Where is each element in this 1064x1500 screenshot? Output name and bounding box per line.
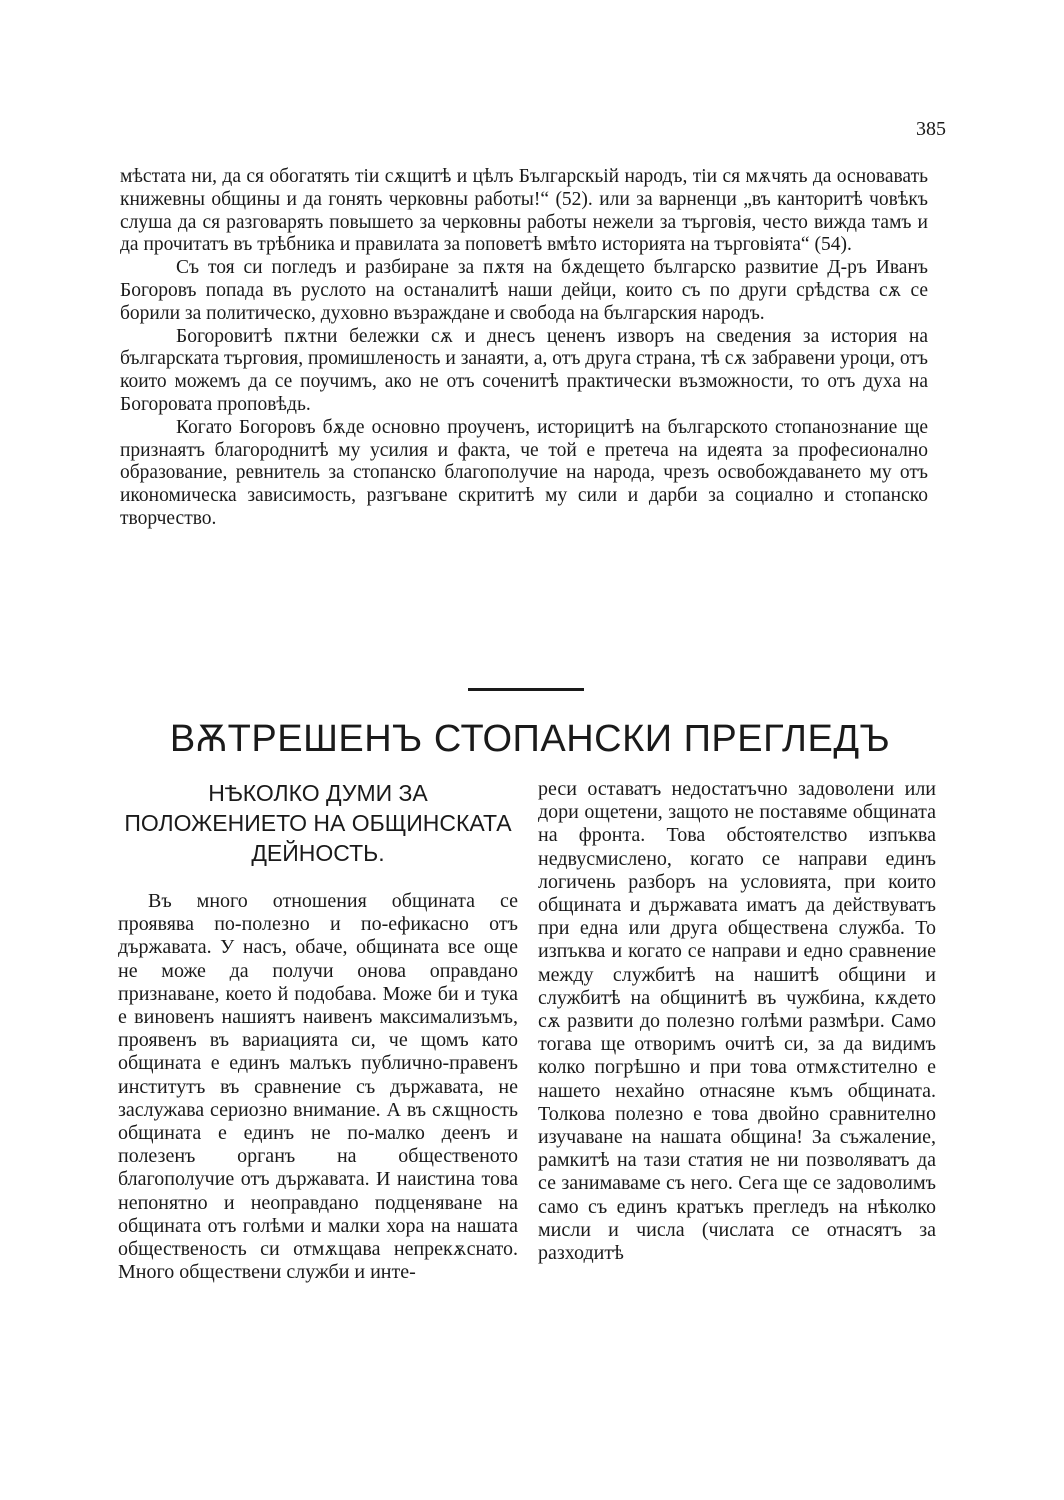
- paragraph: мѣстата ни, да ся обогатять тіи сѫщитѣ и цѣлъ Българскьій народъ, тіи ся мѫчять да основавать книжевны общины и да гонять черковны работы!“ (52). или за варненци „въ канторитѣ човѣкъ слуша да ся разговарять повышето за черковны работы нежели за търговія, често вижда тамъ и да прочитатъ въ трѣбника и правилата за поповетѣ вмѣто историята на търговіята“ (54).: [120, 166, 928, 256]
- section-title: ВѪТРЕШЕНЪ СТОПАНСКИ ПРЕГЛЕДЪ: [169, 718, 891, 760]
- top-article-continuation: [120, 166, 928, 531]
- paragraph: Богоровитѣ пѫтни бележки сѫ и днесъ цененъ изворъ на сведения за история на българската търговия, промишленость и занаяти, а, отъ друга страна, тѣ сѫ забравени уроци, отъ които можемъ да се поучимъ, ако не отъ соченитѣ практически възможности, то отъ духа на Богоровата проповѣдь.: [120, 325, 928, 415]
- right-column: [538, 778, 936, 1265]
- paragraph: Когато Богоровъ бѫде основно проученъ, историцитѣ на българското стопанознание ще признаятъ благороднитѣ му усилия и факта, че той е претеча на идеята за професионално образование, ревнитель за стопанско благополучие на народа, чрезъ освобождаването му отъ икономическа зависимость, разгъване скрититѣ му сили и дарби за социално и стопанско творчество.: [120, 416, 928, 529]
- right-column-text: реси оставатъ недостатъчно задоволени или дори ощетени, защото не поставяме общината на фронта. Това обстоятелство изпъква недвусмислено, когато се направи единъ логичень разборъ на условията, при които общината и държавата иматъ да действуватъ при една или друга обществена служба. То изпъква и когато се направи и едно сравнение между службитѣ на нашитѣ общини и службитѣ на общинитѣ въ чужбина, кѫдето сѫ развити до полезно голѣми размѣри. Само тогава ще отворимъ очитѣ си, за да видимъ колко погрѣшно и при това отмѫстително е нашето нехайно отнасяне къмъ общината. Толкова полезно е това двойно сравнително изучаване на нашата община! За съжаление, рамкитѣ на тази статия не ни позволяватъ да се занимаваме съ него. Сега ще се задоволимъ само съ единъ кратъкъ прегледъ на нѣколко мисли и числа (числата се отнасятъ за разходитѣ: [538, 778, 936, 1265]
- left-column: [118, 778, 518, 1284]
- article-title: НѢКОЛКО ДУМИ ЗА ПОЛОЖЕНИЕТО НА ОБЩИНСКАТА ДЕЙНОСТЬ.: [124, 780, 512, 866]
- section-divider: [468, 688, 584, 691]
- left-column-text: Въ много отношения общината се проявява по-полезно и по-ефикасно отъ държавата. У насъ, обаче, общината все още не може да получи онова оправдано признаване, което й подобава. Може би и тука е виновенъ нашиятъ наивенъ максимализъмъ, проявенъ въ вариацията си, че щомъ като общината е единъ малъкъ публично-правенъ институтъ въ сравнение съ държавата, не заслужава сериозно внимание. А въ сѫщность общината е единъ не по-малко деенъ и полезенъ органъ на общественото благополучие отъ държавата. И наистина това непонятно и неоправдано подценяване на общината отъ голѣми и малки хора на нашата общественость си отмѫщава непрекѫснато. Много обществени служби и инте-: [118, 890, 518, 1284]
- paragraph: Съ тоя си погледъ и разбиране за пѫтя на бѫдещето българско развитие Д-ръ Иванъ Богоровъ попада въ руслото на останалитѣ наши дейци, които съ по други срѣдства сѫ се борили за политическо, духовно възраждане и свобода на българския народъ.: [120, 257, 928, 324]
- page-number: 385: [916, 118, 946, 140]
